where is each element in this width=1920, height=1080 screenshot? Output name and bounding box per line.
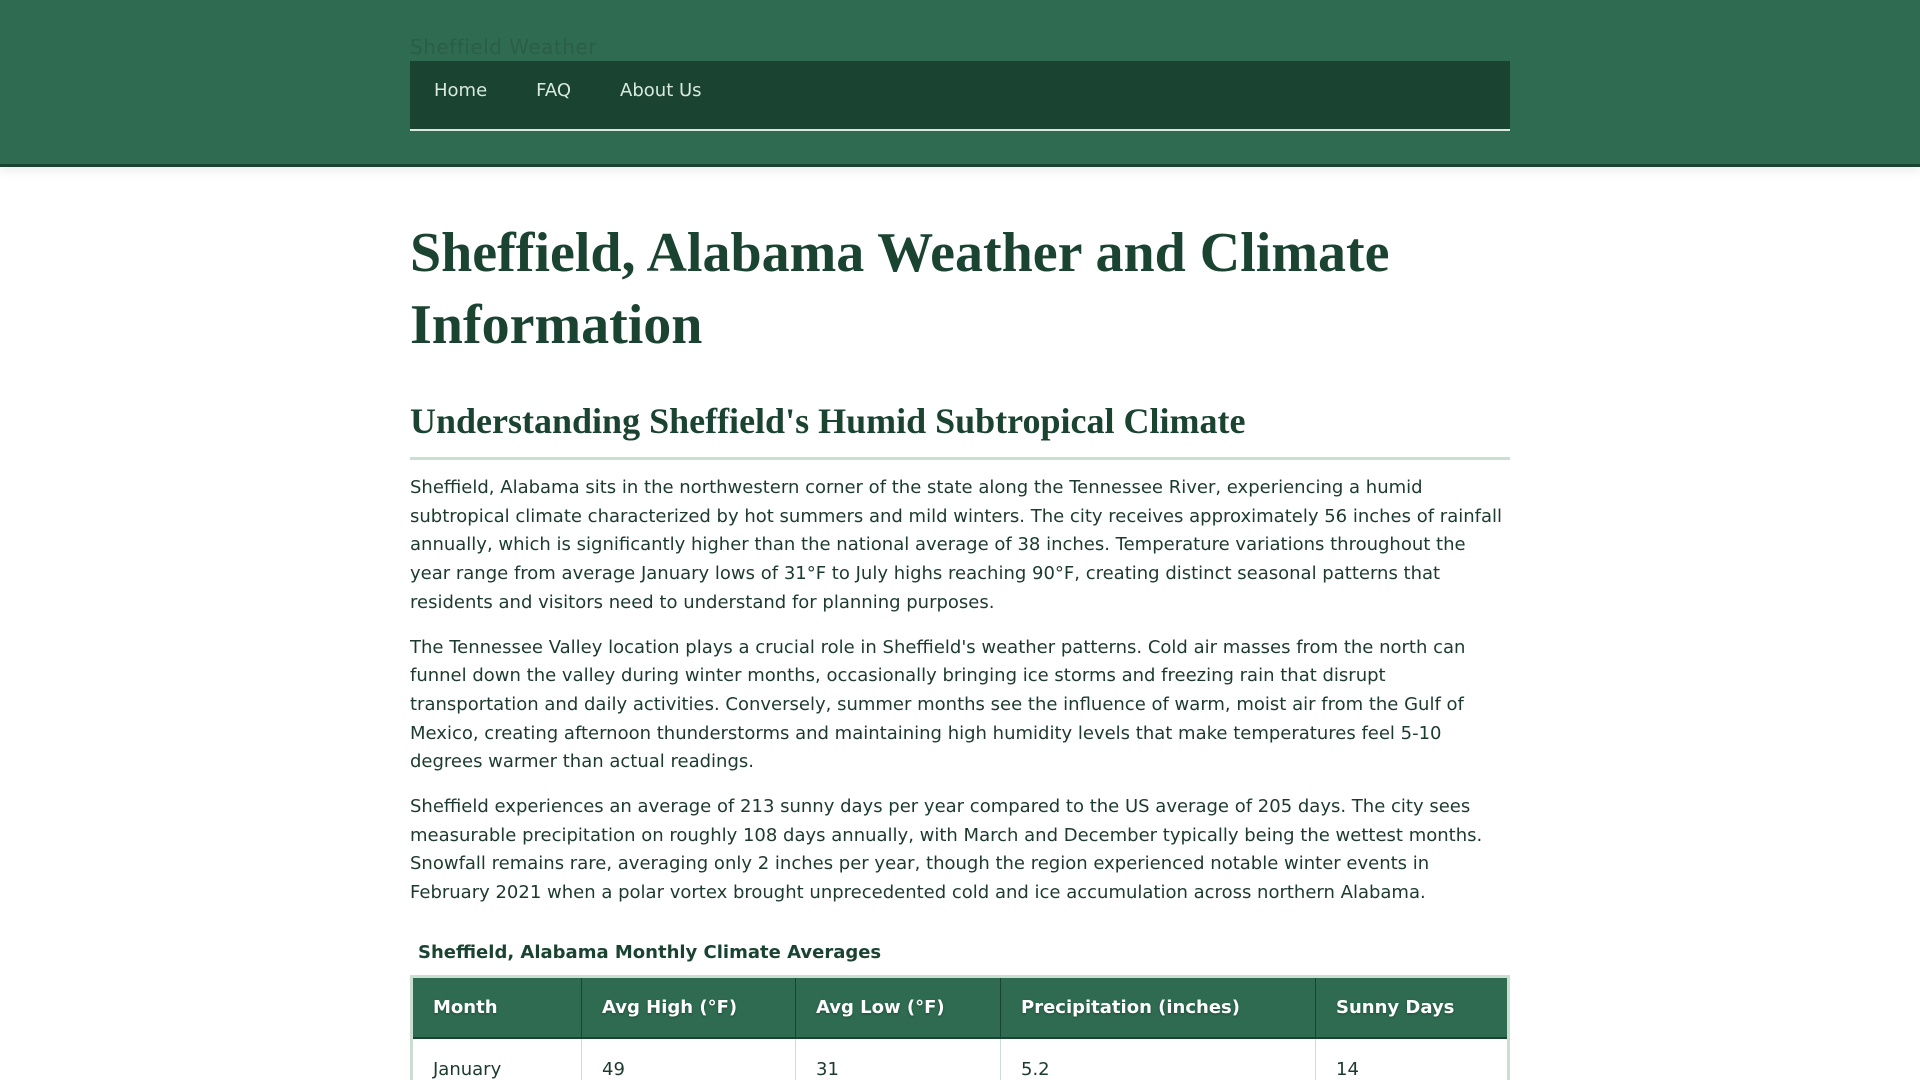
column-header-avg-high: Avg High (°F) <box>582 976 796 1038</box>
page-title: Sheffield, Alabama Weather and Climate Information <box>410 222 1390 356</box>
site-title: Sheffield Weather <box>410 35 597 59</box>
section-heading: Understanding Sheffield's Humid Subtropical Climate <box>410 397 1510 460</box>
cell-avg-high: 49 <box>582 1038 796 1080</box>
main-nav <box>410 61 1510 131</box>
main-content <box>410 167 1510 1080</box>
site-header <box>0 0 1920 167</box>
nav-link-about-us[interactable]: About Us <box>620 80 702 101</box>
table-row <box>412 1038 1509 1080</box>
paragraph-sunny-days: Sheffield experiences an average of 213 sunny days per year compared to the US average of 205 days. The city sees measurable precipitation on roughly 108 days annually, with March and December typically being the wettest months. Snowfall remains rare, averaging only 2 inches per year, though the region experienced notable winter events in February 2021 when a polar vortex brought unprecedented cold and ice accumulation across northern Alabama. <box>410 796 1483 904</box>
column-header-month: Month <box>412 976 582 1038</box>
cell-precipitation: 5.2 <box>1001 1038 1316 1080</box>
cell-sunny-days: 14 <box>1336 1058 1359 1080</box>
nav-link-faq[interactable]: FAQ <box>536 80 572 101</box>
column-header-precipitation: Precipitation (inches) <box>1001 976 1316 1038</box>
paragraph-tennessee-valley: The Tennessee Valley location plays a crucial role in Sheffield's weather patterns. Cold air masses from the north can funnel down the valley during winter months, occasionally bringing ice storms and freezing rain that disrupt transportation and daily activities. Conversely, summer months see the influence of warm, moist air from the Gulf of Mexico, creating afternoon thunderstorms and maintaining high humidity levels that make temperatures feel 5-10 degrees warmer than actual readings. <box>410 636 1466 773</box>
cell-avg-low: 31 <box>796 1038 1001 1080</box>
cell-month: January <box>412 1038 582 1080</box>
column-header-sunny-days: Sunny Days <box>1316 976 1509 1038</box>
nav-link-home[interactable]: Home <box>434 80 488 101</box>
paragraph-climate-overview: Sheffield, Alabama sits in the northwestern corner of the state along the Tennessee River, experiencing a humid subtropical climate characterized by hot summers and mild winters. The city receives approximately 56 inches of rainfall annually, which is significantly higher than the national average of 38 inches. Temperature variations throughout the year range from average January lows of 31°F to July highs reaching 90°F, creating distinct seasonal patterns that residents and visitors need to understand for planning purposes. <box>410 477 1502 613</box>
climate-table <box>410 975 1510 1080</box>
table-caption: Sheffield, Alabama Monthly Climate Averages <box>418 941 882 963</box>
column-header-avg-low: Avg Low (°F) <box>796 976 1001 1038</box>
table-header-row <box>412 976 1509 1038</box>
